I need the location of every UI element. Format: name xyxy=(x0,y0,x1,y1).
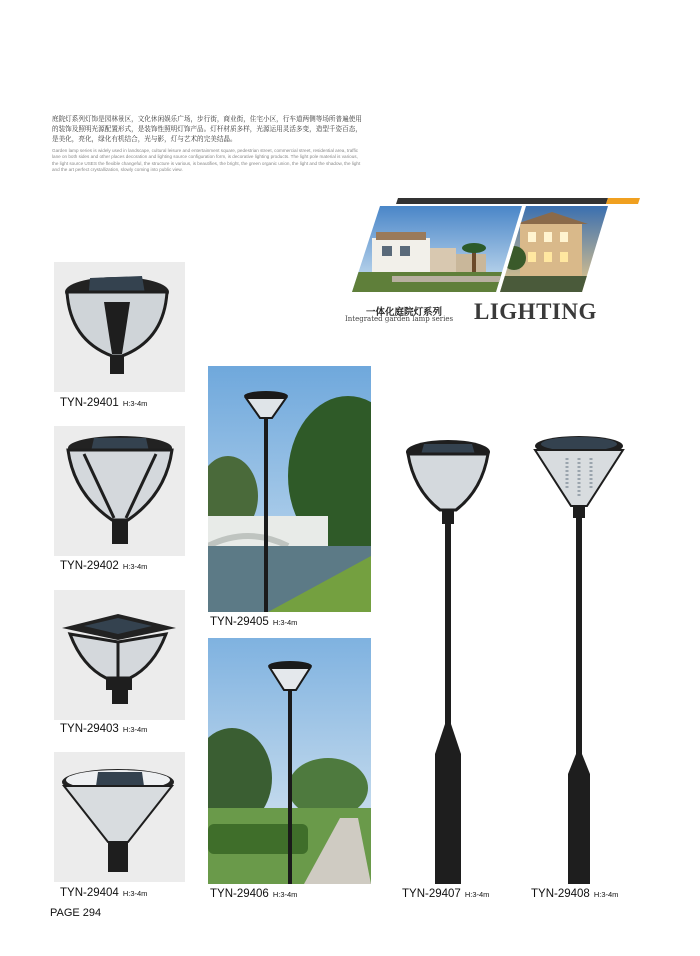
product-height: H:3-4m xyxy=(122,562,148,571)
lamp-head-icon xyxy=(54,590,185,720)
garden-photo xyxy=(208,638,371,884)
product-height: H:3-4m xyxy=(122,889,148,898)
lamp-head-icon xyxy=(54,426,185,556)
intro-chinese: 庭院灯系列灯饰是园林景区，文化休闲娱乐广场，步行街，商业街，住宅小区，行车道两侧等场所普遍使用的装饰及照明光源配置形式，是装饰性照明灯饰产品。灯杆材质多样，光源运用灵活多变，造型千姿百态，是美化，亮化，绿化有机结合，光与影，灯与艺术的完美结晶。 xyxy=(52,115,362,143)
product-image-29403 xyxy=(54,590,185,720)
product-pole-29407 xyxy=(400,436,496,884)
product-label-29402 xyxy=(60,560,147,572)
product-code: TYN-29408 xyxy=(531,888,590,900)
product-image-29401 xyxy=(54,262,185,392)
park-photo xyxy=(208,366,371,612)
product-code: TYN-29406 xyxy=(210,888,269,900)
page-number: PAGE 294 xyxy=(50,907,102,919)
product-pole-29408 xyxy=(531,434,627,884)
product-height: H:3-4m xyxy=(122,725,148,734)
product-label-29403 xyxy=(60,723,147,735)
pole-lamp-icon xyxy=(400,436,496,884)
product-code: TYN-29407 xyxy=(402,888,461,900)
header-banner xyxy=(352,196,642,294)
product-label-29407 xyxy=(402,888,489,900)
product-code: TYN-29401 xyxy=(60,397,119,409)
lamp-head-icon xyxy=(54,262,185,392)
series-title-chinese: 一体化庭院灯系列 xyxy=(366,307,443,318)
product-height: H:3-4m xyxy=(272,618,298,627)
banner-graphic xyxy=(352,196,642,294)
product-photo-29406 xyxy=(208,638,371,884)
pole-lamp-icon xyxy=(531,434,627,884)
intro-text xyxy=(52,114,362,174)
product-label-29406 xyxy=(210,888,297,900)
product-height: H:3-4m xyxy=(122,399,148,408)
product-image-29402 xyxy=(54,426,185,556)
intro-english: Garden lamp series is widely used in landscape, cultural leisure and entertainment square, pedestrian street, commercial street, residential area, traffic lane on both sides and other places decoration and lighting source configuration form, is decorative lighting products. The light pole material is various, the light source USES the flexible changeful, the structure is various, is beautifies, the bright, the green organic union, the light and the shadow, the light and the art perfect crystallization, slowly coming into public view. xyxy=(52,148,361,173)
product-label-29404 xyxy=(60,887,147,899)
banner-dark-bar xyxy=(396,198,608,204)
product-code: TYN-29402 xyxy=(60,560,119,572)
lighting-title: LIGHTING xyxy=(474,299,597,324)
product-height: H:3-4m xyxy=(593,890,619,899)
product-code: TYN-29404 xyxy=(60,887,119,899)
lamp-head-icon xyxy=(54,752,185,882)
product-height: H:3-4m xyxy=(464,890,490,899)
product-label-29401 xyxy=(60,397,147,409)
product-label-29405 xyxy=(210,616,297,628)
product-label-29408 xyxy=(531,888,618,900)
product-code: TYN-29403 xyxy=(60,723,119,735)
series-title-english: Integrated garden lamp series xyxy=(345,315,454,323)
product-code: TYN-29405 xyxy=(210,616,269,628)
banner-orange-bar xyxy=(606,198,640,204)
house-photo-1 xyxy=(352,206,524,292)
product-image-29404 xyxy=(54,752,185,882)
product-height: H:3-4m xyxy=(272,890,298,899)
product-photo-29405 xyxy=(208,366,371,612)
